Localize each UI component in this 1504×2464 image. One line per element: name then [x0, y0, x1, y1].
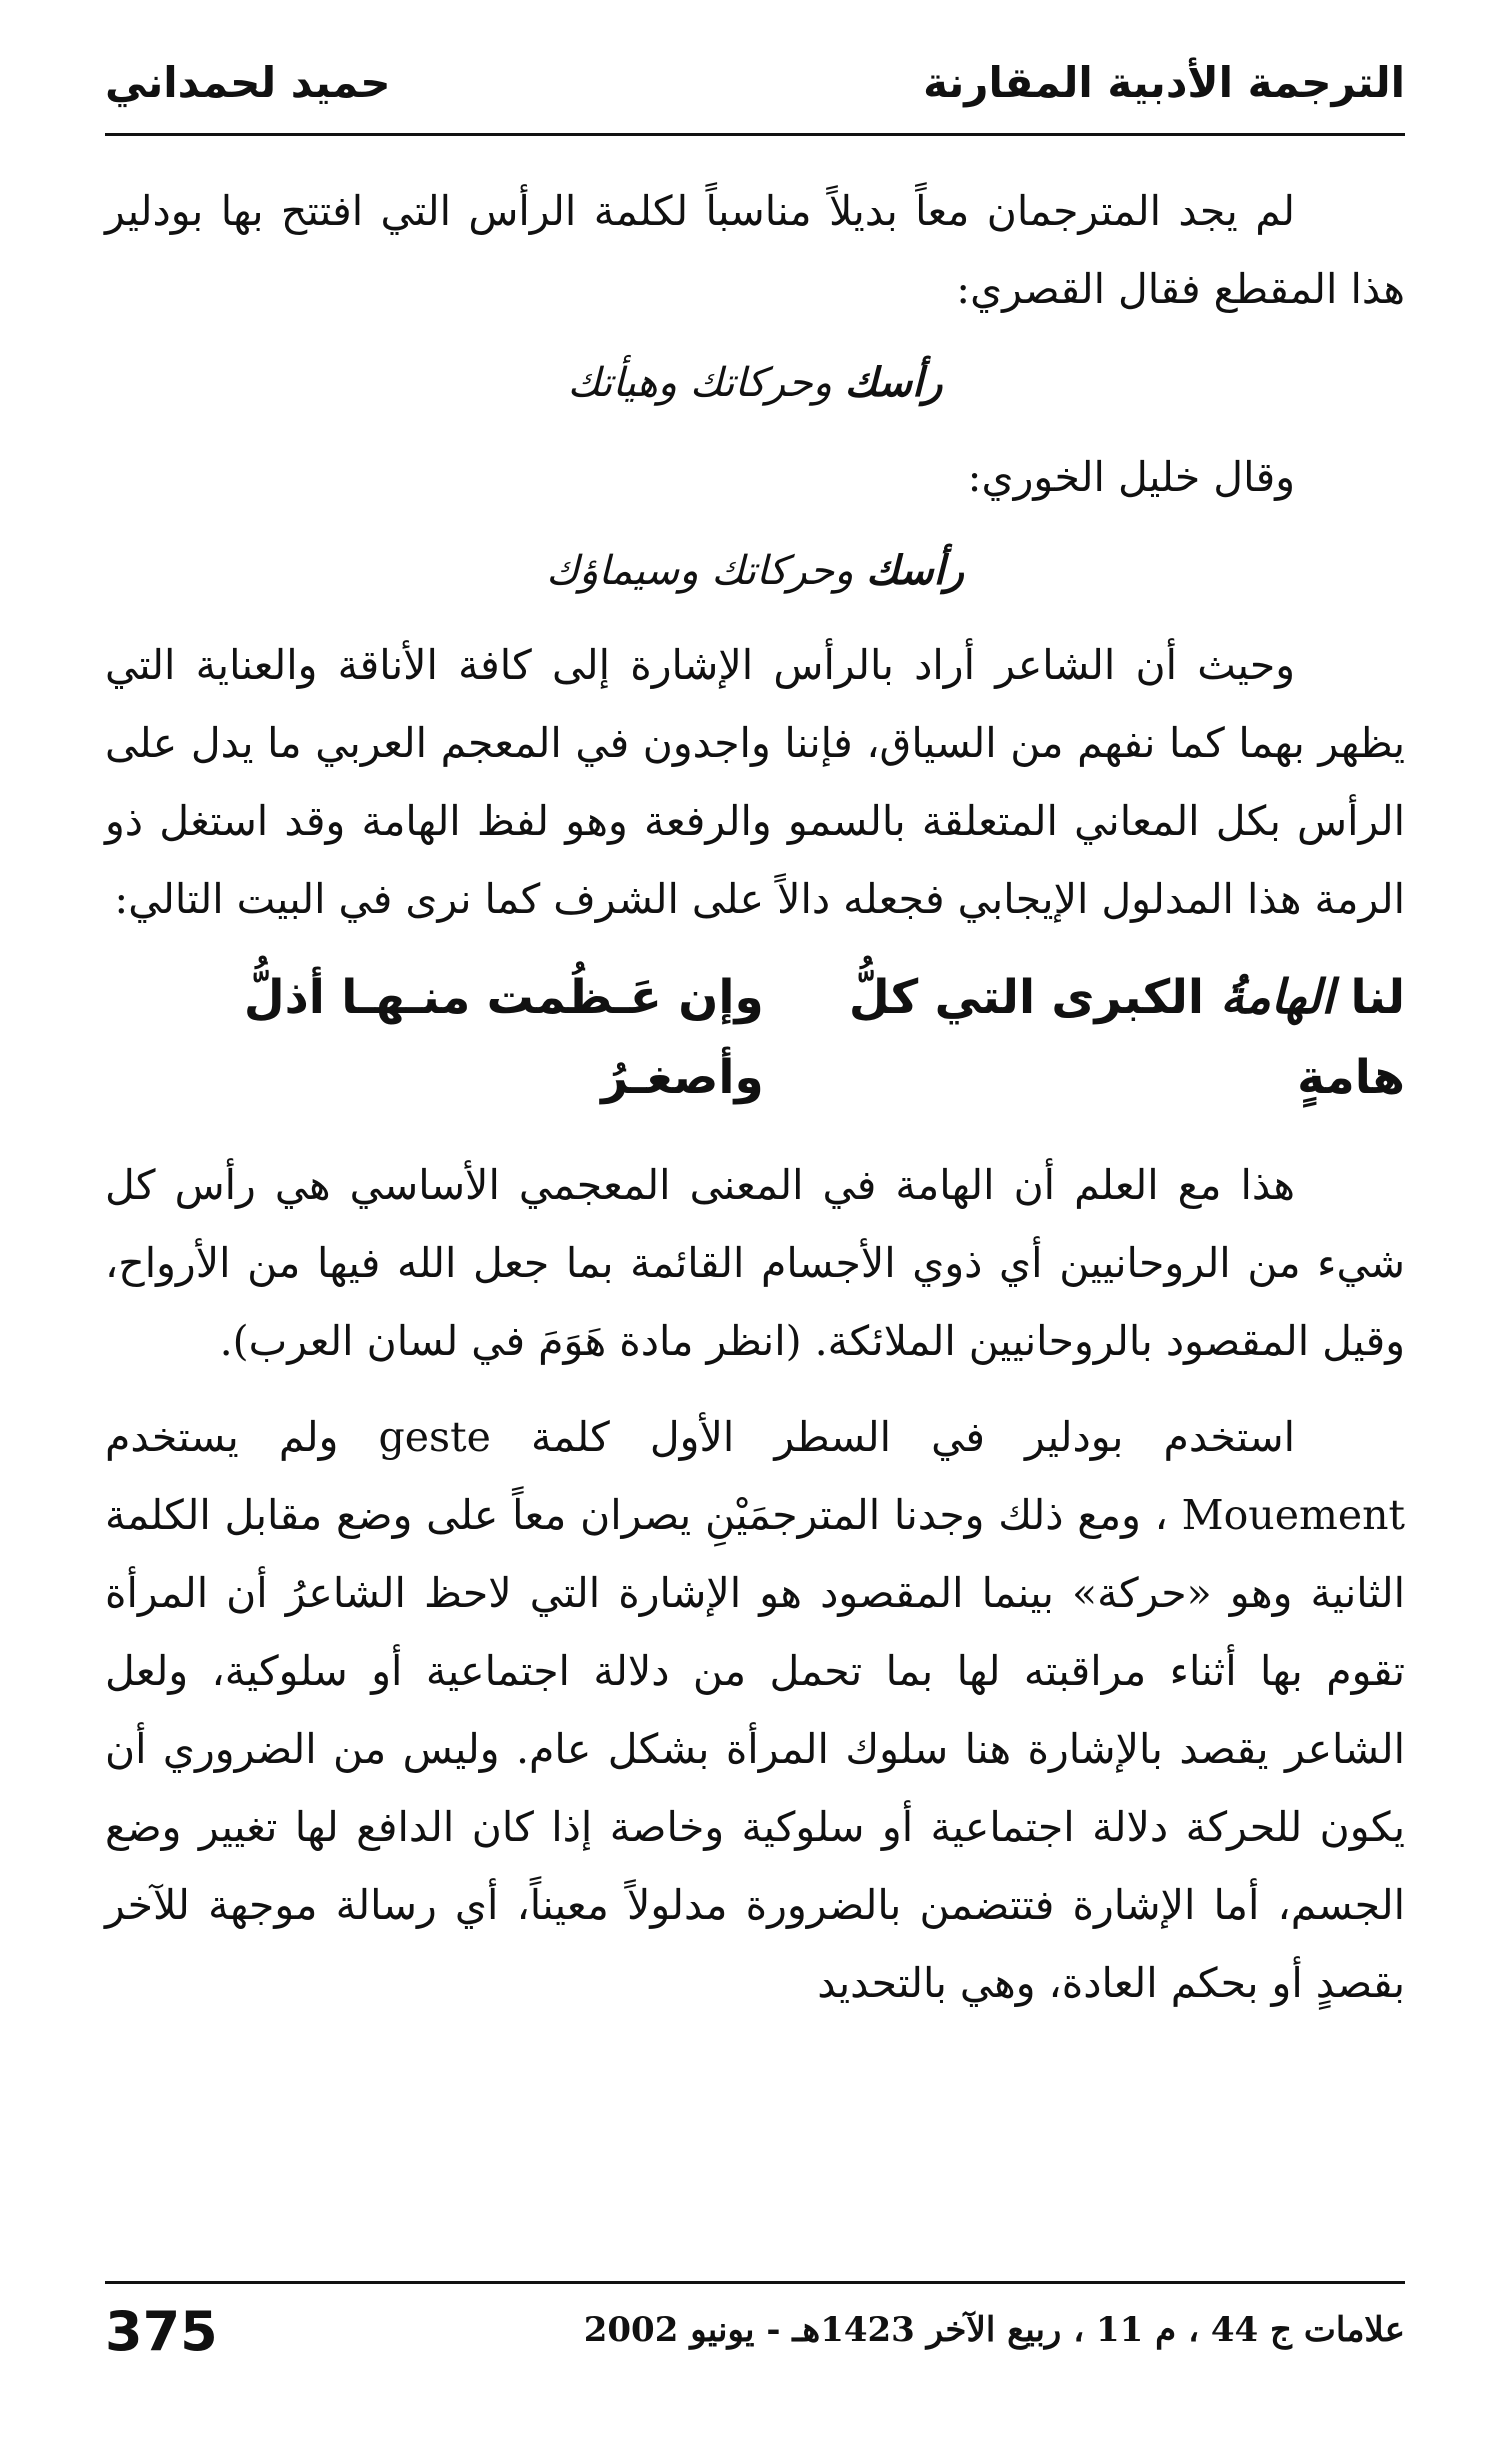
quoted-translation-2-bold: رأسك — [866, 547, 964, 594]
paragraph-4: هذا مع العلم أن الهامة في المعنى المعجمي الأساسي هي رأس كل شيء من الروحانيين أي ذوي الأجسام القائمة بما جعل الله فيها من الأرواح، وقيل المقصود بالروحانيين الملائكة. (انظر مادة هَوَمَ في لسان العرب). — [105, 1161, 1405, 1365]
running-footer — [105, 2300, 1405, 2380]
paragraph-5 — [105, 1398, 1405, 2022]
header-author: حميد لحمداني — [105, 58, 391, 107]
paragraph-3: وحيث أن الشاعر أراد بالرأس الإشارة إلى كافة الأناقة والعناية التي يظهر بهما كما نفهم من السياق، فإننا واجدون في المعجم العربي ما يدل على الرأس بكل المعاني المتعلقة بالسمو والرفعة وهو لفظ الهامة وقد استغل ذو الرمة هذا المدلول الإيجابي فجعله دالاً على الشرف كما نرى في البيت التالي: — [105, 641, 1405, 923]
poem-second-hemistich: وإن عَـظُمت منـهـا أذلُّ وأصغـرُ — [243, 970, 764, 1105]
poem-first-b: الكبرى التي كلُّ هامةٍ — [848, 970, 1405, 1105]
poem-first-italic: الهامةُ — [1220, 970, 1335, 1025]
main-text — [105, 172, 1405, 2022]
running-header — [105, 58, 1405, 128]
poem-first-hemistich — [764, 958, 1405, 1118]
quoted-translation-2 — [105, 536, 1405, 606]
footer-rule — [105, 2281, 1405, 2284]
quoted-translation-1-bold: رأسك — [844, 359, 943, 406]
word-geste: geste — [378, 1413, 491, 1461]
document-page — [105, 0, 1405, 2464]
paragraph-5-b: ولم يستخدم — [105, 1413, 339, 1461]
page-number: 375 — [105, 2300, 218, 2363]
word-mouvement: Mouement — [1181, 1491, 1405, 1539]
journal-reference: علامات ج 44 ، م 11 ، ربيع الآخر 1423هـ - يونيو 2002 — [583, 2310, 1405, 2350]
paragraph-1: لم يجد المترجمان معاً بديلاً مناسباً لكلمة الرأس التي افتتح بها بودلير هذا المقطع فقال القصري: — [105, 187, 1405, 313]
paragraph-5-c: ، ومع ذلك وجدنا المترجمَيْنِ يصران معاً على وضع مقابل الكلمة الثانية وهو «حركة» بينما المقصود هو الإشارة التي لاحظ الشاعرُ أن المرأة تقوم بها أثناء مراقبته لها بما تحمل من دلالة اجتماعية أو سلوكية، ولعل الشاعر يقصد بالإشارة هنا سلوك المرأة بشكل عام. وليس من الضروري أن يكون للحركة دلالة اجتماعية أو سلوكية وخاصة إذا كان الدافع لها تغيير وضع الجسم، أما الإشارة فتتضمن بالضرورة مدلولاً معيناً، أي رسالة موجهة للآخر بقصدٍ أو بحكم العادة، وهي بالتحديد — [105, 1491, 1405, 2007]
quoted-translation-1-rest: وحركاتك وهيأتك — [567, 360, 833, 406]
header-rule — [105, 133, 1405, 136]
paragraph-5-a: استخدم بودلير في السطر الأول كلمة — [530, 1413, 1295, 1461]
poem-first-a: لنا — [1350, 970, 1405, 1025]
header-title: الترجمة الأدبية المقارنة — [923, 58, 1405, 107]
paragraph-2: وقال خليل الخوري: — [967, 453, 1295, 501]
quoted-translation-2-rest: وحركاتك وسيماؤك — [546, 548, 854, 594]
poem-verse — [105, 958, 1405, 1118]
quoted-translation-1 — [105, 348, 1405, 418]
